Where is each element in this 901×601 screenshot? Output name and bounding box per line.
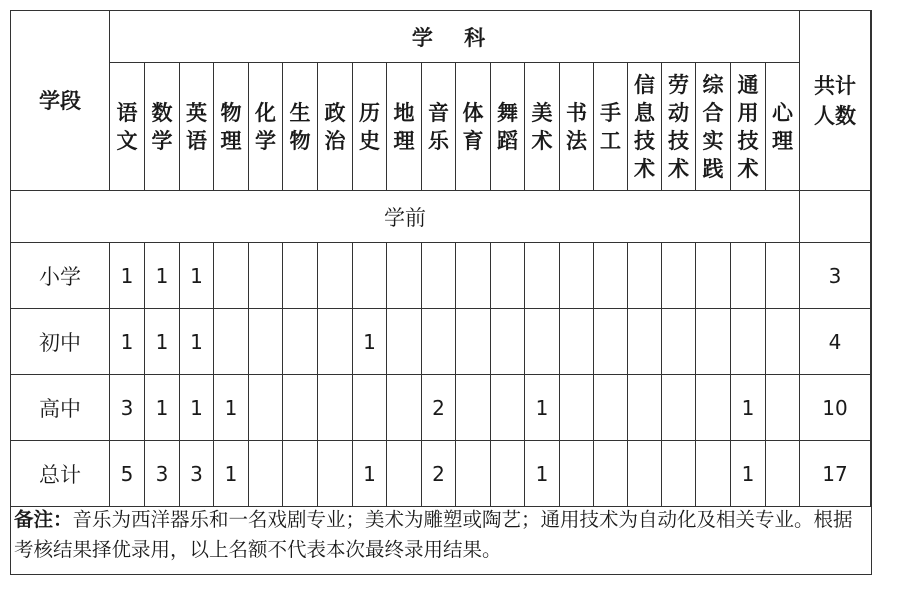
- quota-cell: [283, 375, 318, 441]
- quota-cell: 1: [180, 243, 214, 309]
- quota-cell: [318, 309, 353, 375]
- quota-cell: [318, 375, 353, 441]
- quota-cell: [766, 243, 800, 309]
- quota-cell: [422, 309, 456, 375]
- quota-cell: 1: [180, 309, 214, 375]
- remark-text: 音乐为西洋器乐和一名戏剧专业；美术为雕塑或陶艺；通用技术为自动化及相关专业。根据考核结果择优录用，以上名额不代表本次最终录用结果。: [14, 508, 853, 561]
- quota-cell: 1: [145, 375, 180, 441]
- quota-cell: 1: [145, 309, 180, 375]
- quota-cell: [662, 441, 696, 507]
- quota-cell: [662, 309, 696, 375]
- quota-cell: [353, 243, 387, 309]
- subject-quota-table: [10, 10, 871, 507]
- subject-header-row: [11, 63, 871, 191]
- subject-header: 数学: [145, 63, 180, 191]
- total-cell: 4: [800, 309, 871, 375]
- quota-cell: 1: [145, 243, 180, 309]
- subjects-title: 学 科: [110, 11, 800, 63]
- subject-header: 音乐: [422, 63, 456, 191]
- quota-cell: [387, 375, 422, 441]
- subject-header: 英语: [180, 63, 214, 191]
- quota-cell: 1: [731, 375, 766, 441]
- quota-cell: [491, 309, 525, 375]
- subject-header: 信息技术: [628, 63, 662, 191]
- quota-cell: [214, 243, 249, 309]
- quota-cell: [696, 441, 731, 507]
- quota-cell: [249, 243, 283, 309]
- quota-cell: [594, 441, 628, 507]
- preschool-row: 学前: [11, 191, 800, 243]
- quota-cell: [456, 243, 491, 309]
- subject-header: 劳动技术: [662, 63, 696, 191]
- quota-cell: [525, 309, 560, 375]
- quota-cell: [560, 243, 594, 309]
- quota-cell: [387, 441, 422, 507]
- quota-cell: 1: [180, 375, 214, 441]
- quota-cell: [662, 375, 696, 441]
- quota-cell: [422, 243, 456, 309]
- stage-header: 学段: [11, 11, 110, 191]
- quota-cell: [560, 441, 594, 507]
- quota-cell: [456, 309, 491, 375]
- total-cell: 3: [800, 243, 871, 309]
- quota-cell: 2: [422, 375, 456, 441]
- stage-cell: 初中: [11, 309, 110, 375]
- stage-cell: 高中: [11, 375, 110, 441]
- quota-cell: [731, 309, 766, 375]
- quota-cell: 1: [731, 441, 766, 507]
- subject-header: 书法: [560, 63, 594, 191]
- quota-cell: [456, 375, 491, 441]
- subject-header: 语文: [110, 63, 145, 191]
- quota-cell: [283, 243, 318, 309]
- quota-cell: [766, 309, 800, 375]
- quota-cell: 1: [110, 309, 145, 375]
- quota-cell: [214, 309, 249, 375]
- subject-header: 手工: [594, 63, 628, 191]
- quota-cell: 3: [180, 441, 214, 507]
- quota-cell: 1: [525, 441, 560, 507]
- subject-header: 化学: [249, 63, 283, 191]
- quota-cell: [387, 309, 422, 375]
- quota-cell: [696, 375, 731, 441]
- table-row: [11, 375, 871, 441]
- quota-cell: 1: [110, 243, 145, 309]
- total-cell: 17: [800, 441, 871, 507]
- quota-cell: [249, 309, 283, 375]
- quota-cell: 1: [525, 375, 560, 441]
- subject-header: 舞蹈: [491, 63, 525, 191]
- subject-header: 物理: [214, 63, 249, 191]
- subject-header: 生物: [283, 63, 318, 191]
- subject-header: 通用技术: [731, 63, 766, 191]
- quota-cell: [662, 243, 696, 309]
- stage-cell: 小学: [11, 243, 110, 309]
- preschool-total: [800, 191, 871, 243]
- quota-cell: [283, 441, 318, 507]
- quota-cell: [696, 243, 731, 309]
- subject-header: 政治: [318, 63, 353, 191]
- remark-label: 备注：: [14, 508, 73, 531]
- quota-cell: 2: [422, 441, 456, 507]
- quota-cell: [628, 243, 662, 309]
- quota-cell: [766, 375, 800, 441]
- quota-cell: 1: [214, 375, 249, 441]
- quota-cell: [628, 375, 662, 441]
- quota-cell: 3: [110, 375, 145, 441]
- table-row: [11, 243, 871, 309]
- stage-cell: 总计: [11, 441, 110, 507]
- quota-cell: [387, 243, 422, 309]
- subject-header: 心理: [766, 63, 800, 191]
- quota-cell: 1: [214, 441, 249, 507]
- remark-note: [14, 505, 869, 565]
- quota-cell: 3: [145, 441, 180, 507]
- quota-cell: [318, 441, 353, 507]
- quota-cell: [491, 243, 525, 309]
- quota-cell: [491, 441, 525, 507]
- quota-cell: [249, 441, 283, 507]
- quota-cell: [594, 375, 628, 441]
- table-row: [11, 441, 871, 507]
- quota-cell: [491, 375, 525, 441]
- quota-cell: 1: [353, 441, 387, 507]
- quota-cell: [628, 309, 662, 375]
- quota-cell: [594, 309, 628, 375]
- quota-cell: [249, 375, 283, 441]
- subject-header: 美术: [525, 63, 560, 191]
- quota-cell: [594, 243, 628, 309]
- quota-cell: 5: [110, 441, 145, 507]
- quota-cell: [628, 441, 662, 507]
- subject-header: 综合实践: [696, 63, 731, 191]
- subject-header: 体育: [456, 63, 491, 191]
- subject-header: 历史: [353, 63, 387, 191]
- total-header: 共计人数: [800, 11, 871, 191]
- table-row: [11, 309, 871, 375]
- quota-cell: [525, 243, 560, 309]
- quota-cell: [456, 441, 491, 507]
- quota-cell: [283, 309, 318, 375]
- quota-cell: [353, 375, 387, 441]
- quota-cell: [696, 309, 731, 375]
- quota-cell: [766, 441, 800, 507]
- quota-cell: [731, 243, 766, 309]
- quota-cell: [560, 375, 594, 441]
- quota-cell: [318, 243, 353, 309]
- total-cell: 10: [800, 375, 871, 441]
- quota-cell: [560, 309, 594, 375]
- subject-header: 地理: [387, 63, 422, 191]
- quota-cell: 1: [353, 309, 387, 375]
